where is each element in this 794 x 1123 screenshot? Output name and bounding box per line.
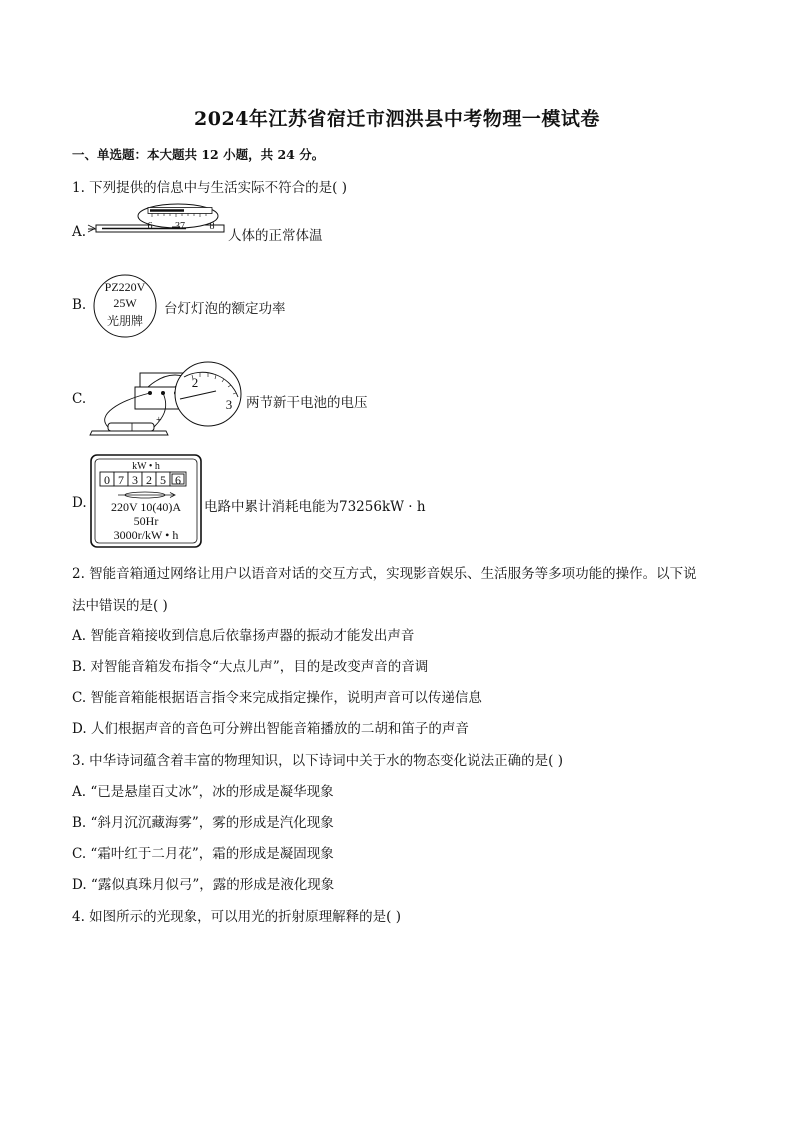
q1-option-b-letter: B. [72,297,87,313]
q3-option-a: A. “已是悬崖百丈冰”，冰的形成是凝华现象 [72,784,334,800]
meter-digit-3: 3 [132,473,138,487]
meter-constant: 3000r/kW • h [113,528,179,542]
q1-option-a-text: 人体的正常体温 [228,228,323,244]
dial-mark-3: 3 [225,397,233,412]
q1-option-c-text: 两节新干电池的电压 [246,395,368,411]
bulb-power: 25W [113,296,137,310]
q1-option-b-text: 台灯灯泡的额定功率 [164,301,286,317]
question-3-stem: 3. 中华诗词蕴含着丰富的物理知识，以下诗词中关于水的物态变化说法正确的是( ) [72,753,563,769]
meter-unit: kW • h [132,461,160,472]
meter-rating: 220V 10(40)A [110,500,182,514]
q2-option-a: A. 智能音箱接收到信息后依靠扬声器的振动才能发出声音 [72,628,415,644]
meter-digit-2: 7 [118,473,124,487]
thermometer-figure [88,204,228,234]
q1-option-d-letter: D. [72,495,87,511]
question-2-stem-line1: 2. 智能音箱通过网络让用户以语音对话的交互方式，实现影音娱乐、生活服务等多项功能的操作。以下说 [72,566,697,582]
bulb-model: PZ220V [104,280,146,294]
q2-option-c: C. 智能音箱能根据语言指令来完成指定操作，说明声音可以传递信息 [72,690,482,706]
meter-digit-5: 5 [160,473,166,487]
thermometer-tick-37: 37 [175,221,185,232]
page-title: 2024年江苏省宿迁市泗洪县中考物理一模试卷 [194,108,600,130]
thermometer-tick-8: 8 [209,221,215,232]
question-4-stem: 4. 如图所示的光现象，可以用光的折射原理解释的是( ) [72,909,401,925]
section-heading: 一、单选题：本大题共 12 小题，共 24 分。 [72,147,325,162]
question-1-stem: 1. 下列提供的信息中与生活实际不符合的是( ) [72,180,347,196]
q1-option-c-letter: C. [72,391,87,407]
bulb-brand: 光朋牌 [106,314,144,328]
light-bulb-label-figure [88,274,162,338]
q3-option-b: B. “斜月沉沉藏海雾”，雾的形成是汽化现象 [72,815,334,831]
svg-text:+: + [156,415,162,426]
thermometer-tick-6: 6 [147,221,153,232]
q1-option-a-letter: A. [72,224,87,240]
dial-mark-2: 2 [191,375,199,390]
meter-digit-1: 0 [104,473,110,487]
q1-option-d-text: 电路中累计消耗电能为73256kW · h [204,499,426,515]
q2-option-d: D. 人们根据声音的音色可分辨出智能音箱播放的二胡和笛子的声音 [72,721,469,737]
q3-option-d: D. “露似真珠月似弓”，露的形成是液化现象 [72,877,335,893]
q2-option-b: B. 对智能音箱发布指令“大点儿声”，目的是改变声音的音调 [72,659,429,675]
meter-digit-6: 6 [175,473,181,487]
energy-meter-figure [90,454,202,548]
q3-option-c: C. “霜叶红于二月花”，霜的形成是凝固现象 [72,846,334,862]
question-2-stem-line2: 法中错误的是( ) [72,598,168,614]
meter-frequency: 50Hr [133,514,159,528]
voltmeter-battery-figure [88,349,248,441]
meter-digit-4: 2 [146,473,152,487]
